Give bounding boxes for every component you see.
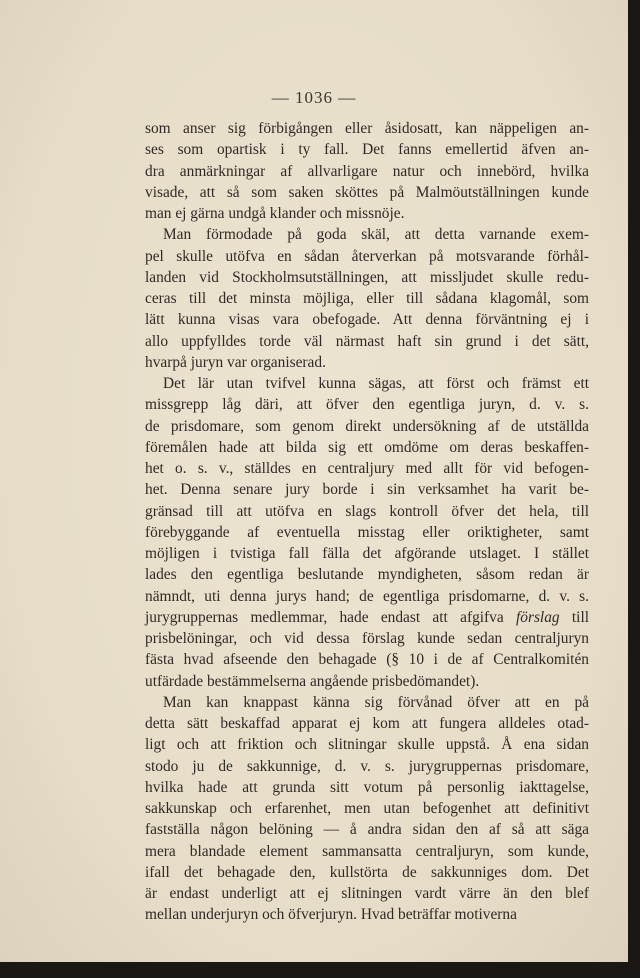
text-line: mera blandade element sammansatta centraljuryn, som kunde,	[145, 842, 589, 860]
text-line: föremålen hade att bilda sig ett omdöme om deras beskaffen-	[145, 438, 589, 456]
text-line: visade, att så som saken sköttes på Malmöutställningen kunde	[145, 183, 589, 201]
text-line: förebyggande af eventuella misstag eller oriktigheter, samt	[145, 523, 589, 541]
text-line: hvilka hade att grunda sitt votum på personlig iakttagelse,	[145, 778, 589, 796]
text-line: Man kan knappast känna sig förvånad öfver att en på	[163, 693, 589, 711]
text-line: allo uppfylldes torde väl närmast haft sin grund i det sätt,	[145, 332, 589, 350]
text-line: fastställa någon belöning — å andra sidan den af så att säga	[145, 821, 589, 839]
paragraph	[145, 224, 589, 373]
text-line: Det lär utan tvifvel kunna sägas, att först och främst ett	[163, 375, 589, 392]
text-line: gränsad till att utöfva en slags kontroll öfver det hela, till	[145, 502, 589, 520]
text-line: dra anmärkningar af allvarligare natur och innebörd, hvilka	[145, 162, 589, 180]
text-line: het o. s. v., ställdes en centraljury med allt för vid befogen-	[145, 460, 589, 477]
text-line: hvarpå juryn var organiserad.	[145, 353, 326, 371]
text-line: som anser sig förbigången eller åsidosatt, kan näppeligen an-	[145, 120, 589, 137]
text-line: ceras till det minsta möjliga, eller till sådana klagomål, som	[145, 290, 589, 307]
body-text	[145, 118, 589, 926]
text-line: missgrepp låg däri, att öfver den egentliga juryn, d. v. s.	[145, 396, 589, 414]
text-line: Man förmodade på goda skäl, att detta varnande exem-	[163, 226, 589, 244]
text-line: ligt och att friktion och slitningar skulle uppstå. Å ena sidan	[145, 736, 589, 754]
text-line: ses som opartisk i ty fall. Det fanns emellertid äfven an-	[145, 141, 589, 159]
text-line: man ej gärna undgå klander och missnöje.	[145, 205, 405, 222]
text-line: ifall det behagade den, kullstörta de sakkunniges dom. Det	[145, 863, 589, 881]
text-line: mellan underjuryn och öfverjuryn. Hvad beträffar motiverna	[145, 906, 517, 924]
text-line: är endast underligt att ej slitningen vardt värre än den blef	[145, 885, 589, 902]
text-line: detta sätt beskaffad apparat ej kom att fungera alldeles otad-	[145, 715, 589, 732]
paragraph	[145, 373, 589, 692]
text-line: prisbelöningar, och vid dessa förslag kunde sedan centraljuryn	[145, 630, 589, 647]
text-line: nämndt, uti denna jurys hand; de egentliga prisdomarne, d. v. s.	[145, 587, 589, 605]
text-line: utfärdade bestämmelserna angående prisbedömandet).	[145, 672, 480, 690]
text-line: landen vid Stockholmsutställningen, att missljudet skulle redu-	[145, 268, 589, 286]
text-line: het. Denna senare jury borde i sin verksamhet ha varit be-	[145, 481, 589, 499]
text-line: de prisdomare, som genom direkt undersökning af de utställda	[145, 417, 589, 435]
text-line: jurygruppernas medlemmar, hade endast att afgifva förslag till	[145, 608, 590, 626]
page-number: — 1036 —	[271, 88, 357, 107]
text-line: möjligen i tvistiga fall fälla det afgörande utslaget. I stället	[145, 545, 589, 562]
text-line: fästa hvad afseende den behagade (§ 10 i de af Centralkomitén	[145, 651, 589, 669]
text-line: lätt kunna visas vara obefogade. Att denna förväntning ej i	[145, 311, 589, 329]
paragraph	[145, 692, 589, 926]
paragraph	[145, 118, 589, 224]
text-line: sakkunskap och erfarenhet, men utan befogenhet att definitivt	[145, 800, 589, 817]
text-line: stodo ju de sakkunnige, d. v. s. jurygruppernas prisdomare,	[145, 757, 589, 775]
text-line: lades den egentliga beslutande myndigheten, såsom redan är	[145, 566, 589, 584]
text-line: pel skulle utöfva en sådan återverkan på motsvarande förhål-	[145, 247, 589, 265]
